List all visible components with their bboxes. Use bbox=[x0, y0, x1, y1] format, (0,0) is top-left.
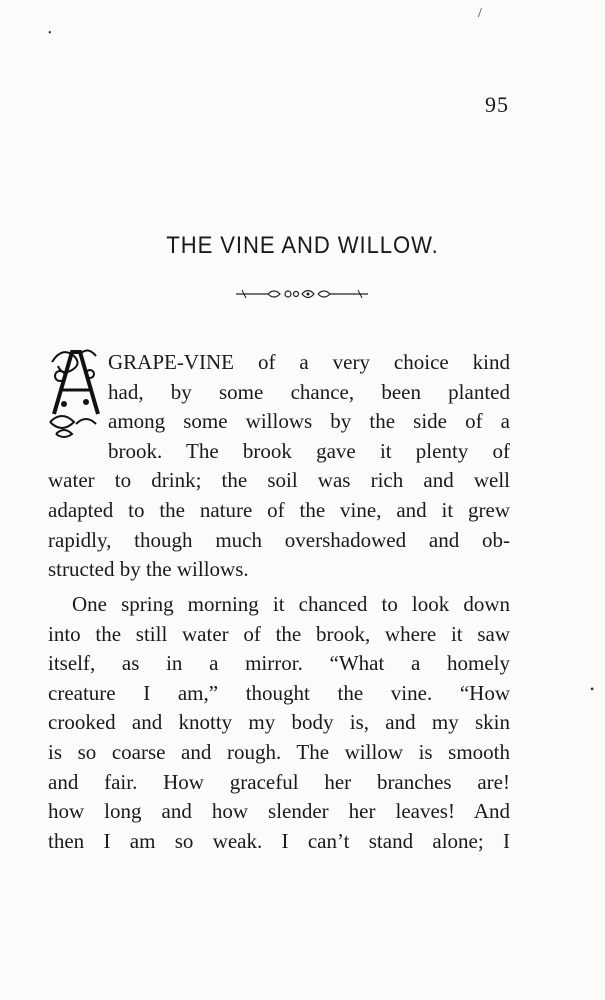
drop-cap-letter: A bbox=[68, 392, 71, 397]
text-line: water to drink; the soil was rich and well bbox=[48, 468, 510, 493]
text-line: how long and how slender her leaves! And bbox=[48, 799, 510, 824]
paragraph-2 bbox=[48, 590, 510, 856]
page-title: THE VINE AND WILLOW. bbox=[166, 232, 439, 259]
text-line: structed by the willows. bbox=[48, 557, 249, 582]
text-line: itself, as in a mirror. “What a homely bbox=[48, 651, 510, 676]
scan-speck: • bbox=[48, 28, 52, 39]
scan-speck: • bbox=[590, 682, 595, 696]
text-line: had, by some chance, been planted bbox=[108, 379, 510, 404]
page-number: 95 bbox=[485, 92, 509, 117]
ornament-divider-icon bbox=[232, 286, 372, 302]
paragraph-1 bbox=[48, 348, 510, 585]
text-line: among some willows by the side of a bbox=[108, 409, 510, 434]
text-line: then I am so weak. I can’t stand alone; I bbox=[48, 828, 510, 853]
text-line: GRAPE-VINE of a very choice kind bbox=[108, 350, 510, 374]
text-line: into the still water of the brook, where it saw bbox=[48, 621, 510, 646]
text-line: One spring morning it chanced to look down bbox=[72, 592, 510, 616]
text-line: adapted to the nature of the vine, and it grew bbox=[48, 497, 510, 522]
text-line: and fair. How graceful her branches are! bbox=[48, 769, 510, 794]
text-line: crooked and knotty my body is, and my skin bbox=[48, 710, 510, 735]
text-line: is so coarse and rough. The willow is smooth bbox=[48, 739, 510, 764]
text-line: brook. The brook gave it plenty of bbox=[108, 438, 510, 463]
scan-speck: / bbox=[478, 6, 482, 21]
text-line: rapidly, though much overshadowed and ob- bbox=[48, 527, 510, 552]
text-line: creature I am,” thought the vine. “How bbox=[48, 680, 510, 705]
